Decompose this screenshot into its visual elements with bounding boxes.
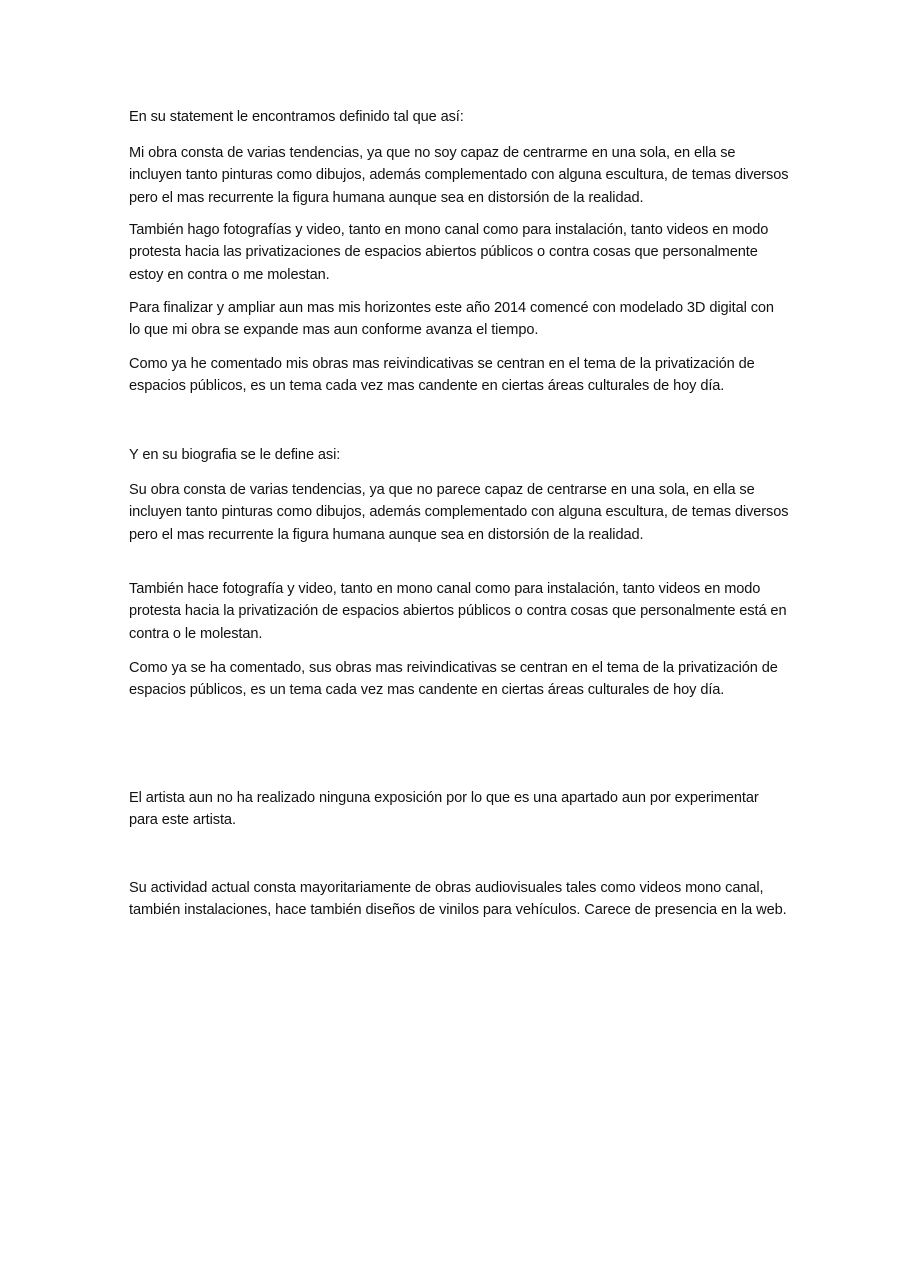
paragraph: También hace fotografía y video, tanto en mono canal como para instalación, tanto videos en modo protesta hacia la privatización de espacios abiertos públicos o contra cosas que personalmente está en contra o le molestan. — [129, 581, 787, 642]
statement-paragraph-1 — [129, 142, 789, 209]
biography-intro — [129, 444, 789, 466]
current-activity-paragraph — [129, 877, 789, 922]
exhibitions-paragraph — [129, 787, 789, 832]
statement-paragraph-4 — [129, 353, 789, 398]
paragraph: Y en su biografia se le define asi: — [129, 447, 341, 463]
paragraph: Su actividad actual consta mayoritariamente de obras audiovisuales tales como videos mono canal, también instalaciones, hace también diseños de vinilos para vehículos. Carece de presencia en la web. — [129, 880, 787, 919]
paragraph: El artista aun no ha realizado ninguna exposición por lo que es una apartado aun por experimentar para este artista. — [129, 790, 759, 829]
paragraph: También hago fotografías y video, tanto en mono canal como para instalación, tanto videos en modo protesta hacia las privatizaciones de espacios abiertos públicos o contra cosas que personalmente estoy en contra o me molestan. — [129, 222, 769, 283]
paragraph: Mi obra consta de varias tendencias, ya que no soy capaz de centrarme en una sola, en ella se incluyen tanto pinturas como dibujos, además complementado con alguna escultura, de temas diversos pero el mas recurrente la figura humana aunque sea en distorsión de la realidad. — [129, 145, 789, 206]
paragraph: Como ya se ha comentado, sus obras mas reivindicativas se centran en el tema de la privatización de espacios públicos, es un tema cada vez mas candente en ciertas áreas culturales de hoy día. — [129, 660, 778, 699]
statement-intro — [129, 106, 789, 128]
statement-paragraph-2 — [129, 219, 789, 286]
paragraph: Como ya he comentado mis obras mas reivindicativas se centran en el tema de la privatización de espacios públicos, es un tema cada vez mas candente en ciertas áreas culturales de hoy día. — [129, 356, 755, 395]
paragraph: Para finalizar y ampliar aun mas mis horizontes este año 2014 comencé con modelado 3D digital con lo que mi obra se expande mas aun conforme avanza el tiempo. — [129, 300, 774, 339]
biography-paragraph-2 — [129, 578, 789, 645]
paragraph: En su statement le encontramos definido tal que así: — [129, 109, 464, 125]
statement-paragraph-3 — [129, 297, 789, 342]
paragraph: Su obra consta de varias tendencias, ya que no parece capaz de centrarse en una sola, en ella se incluyen tanto pinturas como dibujos, además complementado con alguna escultura, de temas diversos pero el mas recurrente la figura humana aunque sea en distorsión de la realidad. — [129, 482, 789, 543]
biography-paragraph-3 — [129, 657, 789, 702]
biography-paragraph-1 — [129, 479, 789, 546]
